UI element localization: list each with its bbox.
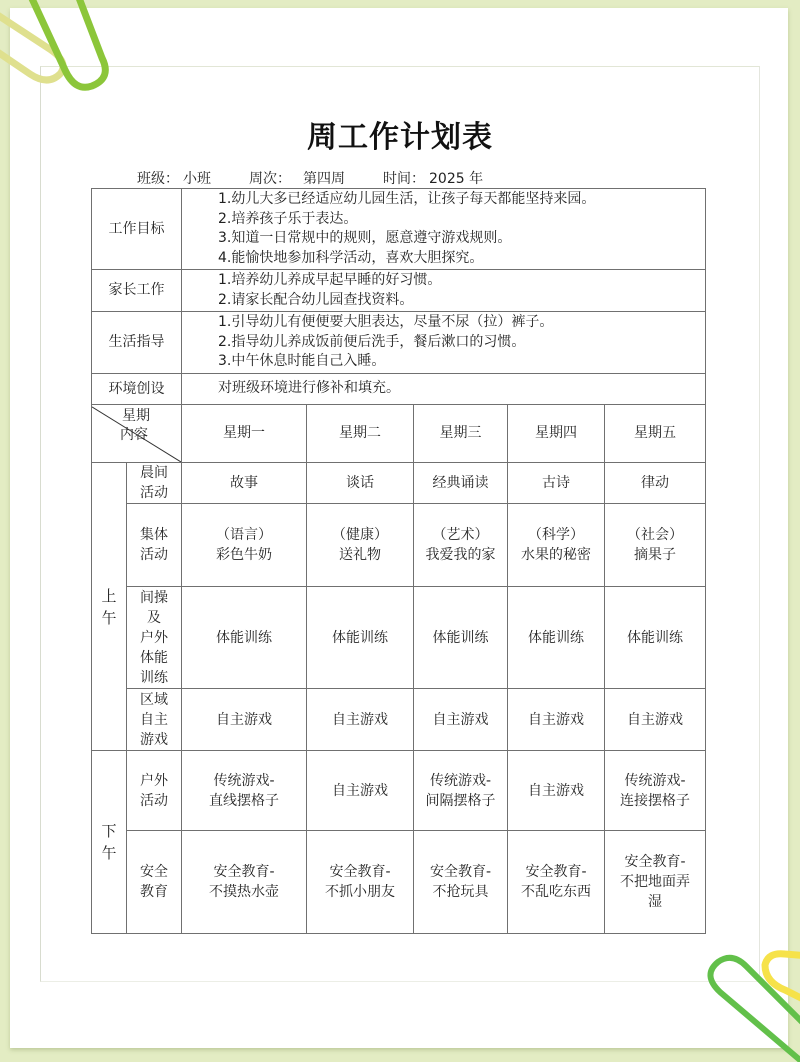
morning-section <box>92 463 127 751</box>
class-value: 小班 <box>183 171 211 187</box>
activity-cell-line: 自主游戏 <box>528 711 584 728</box>
activity-cell <box>414 831 508 934</box>
schedule-row <box>92 463 706 504</box>
activity-label-line: 自主 <box>140 711 168 728</box>
activity-label <box>127 751 182 831</box>
activity-cell <box>307 831 414 934</box>
activity-cell-line: 自主游戏 <box>332 711 388 728</box>
activity-cell-line: 体能训练 <box>528 629 584 646</box>
info-row <box>92 189 706 270</box>
activity-cell-line: 安全教育- <box>429 864 492 880</box>
activity-cell-line: 体能训练 <box>432 629 489 646</box>
activity-cell <box>508 587 605 689</box>
activity-cell-line: 故事 <box>230 475 258 491</box>
activity-cell-line: 安全教育- <box>213 864 275 880</box>
day-header-row <box>92 405 706 463</box>
corner-bottom-label: 内容 <box>120 427 148 443</box>
activity-cell-line: 直线摆格子 <box>209 792 279 809</box>
section-name-char: 下 <box>101 822 117 840</box>
info-row-content <box>182 312 706 374</box>
corner-top-label: 星期 <box>122 408 150 424</box>
info-row-content <box>182 374 706 405</box>
activity-cell <box>182 751 307 831</box>
activity-label-line: 户外 <box>140 772 168 789</box>
weekly-plan-table <box>91 188 706 934</box>
day-header: 星期二 <box>307 405 414 463</box>
activity-cell <box>414 751 508 831</box>
info-row-label: 工作目标 <box>92 189 182 270</box>
afternoon-section <box>92 751 127 934</box>
info-row-content <box>182 189 706 270</box>
day-header: 星期一 <box>182 405 307 463</box>
activity-cell-line: 不抓小朋友 <box>325 884 395 900</box>
activity-label-line: 集体 <box>140 527 168 543</box>
schedule-row <box>92 504 706 587</box>
activity-cell-line: 我爱我的家 <box>425 547 496 563</box>
info-row <box>92 312 706 374</box>
info-line: 2.指导幼儿养成饭前便后洗手，餐后漱口的习惯。 <box>218 333 526 350</box>
section-name-char: 午 <box>101 844 117 862</box>
activity-cell-line: 古诗 <box>542 475 570 491</box>
activity-cell-line: 体能训练 <box>627 629 684 646</box>
activity-cell <box>508 751 605 831</box>
activity-cell <box>605 463 706 504</box>
activity-label-line: 户外 <box>140 629 168 646</box>
activity-cell-line: 体能训练 <box>216 629 272 646</box>
schedule-row <box>92 831 706 934</box>
day-header: 星期五 <box>605 405 706 463</box>
info-line: 2.请家长配合幼儿园查找资料。 <box>218 291 414 308</box>
activity-cell <box>414 504 508 587</box>
activity-label-line: 间操 <box>140 589 168 606</box>
activity-cell <box>605 831 706 934</box>
activity-label-line: 训练 <box>140 669 168 686</box>
section-name-char: 上 <box>101 586 117 605</box>
info-line: 4.能愉快地参加科学活动，喜欢大胆探究。 <box>218 249 484 266</box>
info-row-label: 生活指导 <box>92 312 182 374</box>
activity-cell-line: 安全教育- <box>525 864 587 880</box>
activity-label-line: 活动 <box>140 485 168 501</box>
info-line: 对班级环境进行修补和填充。 <box>218 380 400 397</box>
info-line: 1.引导幼儿有便便要大胆表达，尽量不尿（拉）裤子。 <box>218 314 554 331</box>
activity-cell <box>307 504 414 587</box>
activity-cell-line: （社会） <box>627 527 684 543</box>
activity-label-line: 活动 <box>140 547 168 563</box>
activity-cell <box>182 689 307 751</box>
week-value: 第四周 <box>303 171 345 187</box>
activity-cell-line: 不抢玩具 <box>432 884 489 900</box>
activity-cell-line: （语言） <box>216 527 272 543</box>
activity-label-line: 区域 <box>140 691 168 708</box>
class-field <box>137 168 211 188</box>
activity-cell <box>605 587 706 689</box>
activity-cell <box>414 689 508 751</box>
activity-cell <box>605 504 706 587</box>
class-label: 班级： <box>137 171 179 187</box>
activity-label-line: 晨间 <box>140 465 168 481</box>
activity-label-line: 游戏 <box>140 731 168 748</box>
info-row-label: 家长工作 <box>92 270 182 312</box>
activity-cell-line: 彩色牛奶 <box>216 547 272 563</box>
activity-label-line: 安全 <box>140 864 168 880</box>
info-row <box>92 270 706 312</box>
activity-label-line: 体能 <box>140 649 168 666</box>
activity-cell <box>307 463 414 504</box>
activity-cell-line: 间隔摆格子 <box>425 792 496 809</box>
activity-cell-line: 不摸热水壶 <box>209 884 279 900</box>
schedule-row <box>92 689 706 751</box>
activity-cell-line: 传统游戏- <box>624 772 686 789</box>
day-header: 星期四 <box>508 405 605 463</box>
activity-cell-line: 谈话 <box>346 475 374 491</box>
activity-cell-line: 水果的秘密 <box>521 547 591 563</box>
activity-cell <box>414 463 508 504</box>
time-value: 2025 年 <box>429 171 484 187</box>
activity-cell-line: 安全教育- <box>624 854 686 870</box>
info-row <box>92 374 706 405</box>
info-line: 2.培养孩子乐于表达。 <box>218 210 358 227</box>
activity-cell-line: （艺术） <box>432 527 489 543</box>
activity-label <box>127 587 182 689</box>
activity-cell-line: 连接摆格子 <box>620 792 691 809</box>
info-line: 3.知道一日常规中的规则，愿意遵守游戏规则。 <box>218 230 512 246</box>
page-title: 周工作计划表 <box>307 120 493 155</box>
activity-label-line: 及 <box>147 609 161 626</box>
activity-cell-line: 经典诵读 <box>432 475 489 491</box>
schedule-row <box>92 587 706 689</box>
activity-cell-line: 传统游戏- <box>213 772 275 789</box>
activity-cell <box>307 587 414 689</box>
week-label: 周次： <box>249 171 291 187</box>
activity-cell-line: 送礼物 <box>339 547 381 563</box>
activity-cell <box>182 831 307 934</box>
info-row-label: 环境创设 <box>92 374 182 405</box>
activity-label <box>127 504 182 587</box>
time-field <box>383 168 483 188</box>
week-field <box>249 168 345 188</box>
activity-cell <box>182 587 307 689</box>
diagonal-header-cell <box>92 405 182 463</box>
activity-cell-line: 不乱吃东西 <box>521 884 591 900</box>
activity-cell <box>605 751 706 831</box>
schedule-row <box>92 751 706 831</box>
activity-label-line: 教育 <box>140 884 168 900</box>
activity-cell <box>508 689 605 751</box>
activity-cell-line: 湿 <box>648 894 663 910</box>
activity-cell <box>182 463 307 504</box>
activity-cell <box>307 689 414 751</box>
activity-cell-line: 自主游戏 <box>332 782 388 799</box>
activity-cell <box>307 751 414 831</box>
activity-cell <box>414 587 508 689</box>
info-row-content <box>182 270 706 312</box>
activity-cell-line: 自主游戏 <box>528 782 584 799</box>
activity-label <box>127 463 182 504</box>
activity-label <box>127 689 182 751</box>
activity-cell-line: （科学） <box>528 527 584 543</box>
activity-cell-line: 不把地面弄 <box>620 874 691 890</box>
activity-cell <box>508 463 605 504</box>
activity-cell <box>605 689 706 751</box>
activity-cell-line: 体能训练 <box>332 629 388 646</box>
activity-cell-line: 律动 <box>641 475 670 491</box>
activity-cell-line: 安全教育- <box>329 864 391 880</box>
activity-label-line: 活动 <box>140 792 168 809</box>
day-header: 星期三 <box>414 405 508 463</box>
time-label: 时间： <box>383 171 425 187</box>
activity-cell <box>508 504 605 587</box>
activity-cell <box>508 831 605 934</box>
activity-cell-line: 自主游戏 <box>216 711 272 728</box>
activity-cell-line: 传统游戏- <box>429 772 492 789</box>
info-line: 1.幼儿大多已经适应幼儿园生活，让孩子每天都能坚持来园。 <box>218 191 596 207</box>
activity-cell <box>182 504 307 587</box>
activity-cell-line: （健康） <box>332 527 388 543</box>
activity-label <box>127 831 182 934</box>
activity-cell-line: 摘果子 <box>634 547 677 563</box>
activity-cell-line: 自主游戏 <box>432 711 489 728</box>
info-line: 3.中午休息时能自己入睡。 <box>218 353 386 370</box>
section-name-char: 午 <box>101 608 117 627</box>
activity-cell-line: 自主游戏 <box>627 711 684 728</box>
info-line: 1.培养幼儿养成早起早睡的好习惯。 <box>218 272 442 288</box>
header-meta <box>137 168 483 188</box>
